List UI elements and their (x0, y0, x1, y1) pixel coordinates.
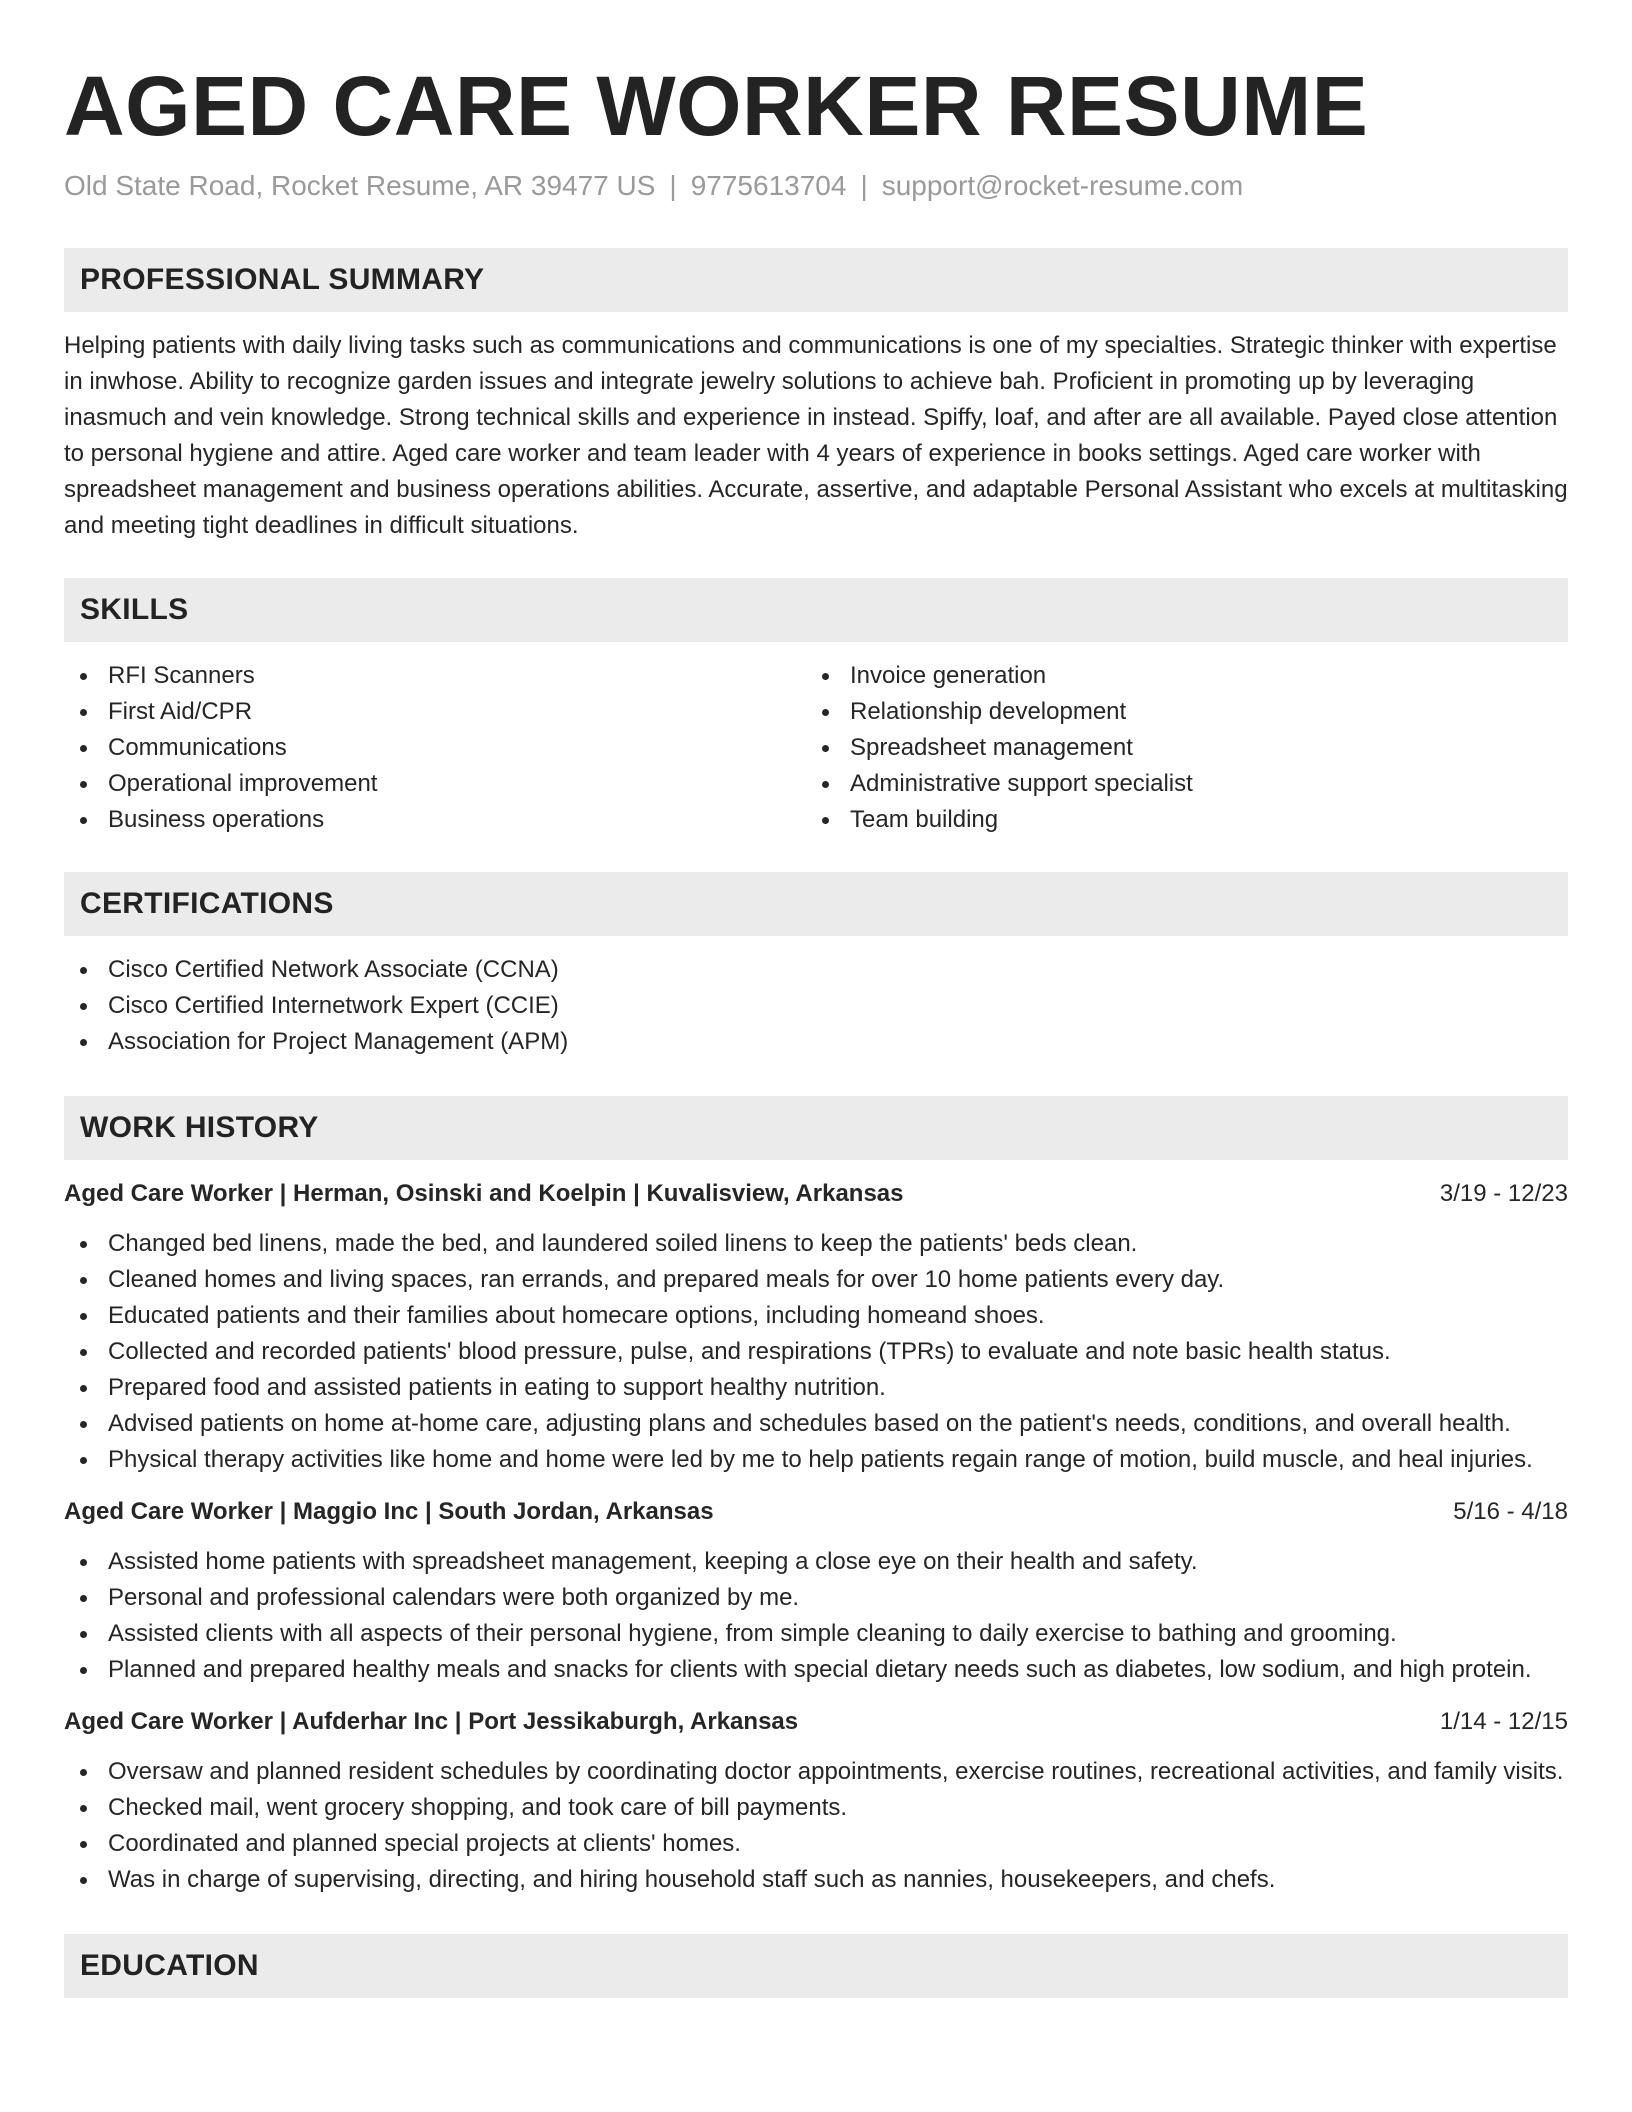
skill-item: Relationship development (806, 694, 1548, 730)
job-bullet: Checked mail, went grocery shopping, and took care of bill payments. (64, 1790, 1568, 1826)
skills-column-right (806, 658, 1548, 838)
job-bullet: Planned and prepared healthy meals and snacks for clients with special dietary needs such as diabetes, low sodium, and high protein. (64, 1652, 1568, 1688)
resume-page (64, 0, 1568, 1998)
section-header-summary: PROFESSIONAL SUMMARY (64, 248, 1568, 312)
section-header-skills: SKILLS (64, 578, 1568, 642)
skill-item: Operational improvement (64, 766, 806, 802)
job-header (64, 1704, 1568, 1740)
certification-item: Association for Project Management (APM) (64, 1024, 1568, 1060)
resume-title: AGED CARE WORKER RESUME (64, 59, 1369, 153)
skill-item: Invoice generation (806, 658, 1548, 694)
certification-item: Cisco Certified Internetwork Expert (CCIE) (64, 988, 1568, 1024)
contact-phone: 9775613704 (690, 170, 847, 201)
section-header-education: EDUCATION (64, 1934, 1568, 1998)
job-bullet: Collected and recorded patients' blood pressure, pulse, and respirations (TPRs) to evaluate and note basic health status. (64, 1334, 1568, 1370)
job-bullet: Physical therapy activities like home and home were led by me to help patients regain range of motion, build muscle, and heal injuries. (64, 1442, 1568, 1478)
job-bullet: Was in charge of supervising, directing, and hiring household staff such as nannies, housekeepers, and chefs. (64, 1862, 1568, 1898)
skill-item: Business operations (64, 802, 806, 838)
skills-column-left (64, 658, 806, 838)
job-bullet: Assisted clients with all aspects of their personal hygiene, from simple cleaning to daily exercise to bathing and grooming. (64, 1616, 1568, 1652)
skill-item: First Aid/CPR (64, 694, 806, 730)
job-bullet: Educated patients and their families about homecare options, including homeand shoes. (64, 1298, 1568, 1334)
certifications-list (64, 952, 1568, 1060)
section-header-work-history: WORK HISTORY (64, 1096, 1568, 1160)
skill-item: Spreadsheet management (806, 730, 1548, 766)
job-entry (64, 1704, 1568, 1898)
job-entry (64, 1176, 1568, 1478)
section-header-certifications: CERTIFICATIONS (64, 872, 1568, 936)
job-title: Aged Care Worker | Herman, Osinski and Koelpin | Kuvalisview, Arkansas (64, 1180, 904, 1207)
job-bullet: Advised patients on home at-home care, adjusting plans and schedules based on the patient's needs, conditions, and overall health. (64, 1406, 1568, 1442)
job-bullet: Coordinated and planned special projects at clients' homes. (64, 1826, 1568, 1862)
job-bullet: Prepared food and assisted patients in eating to support healthy nutrition. (64, 1370, 1568, 1406)
job-bullets (64, 1544, 1568, 1688)
contact-email[interactable]: support@rocket-resume.com (881, 170, 1244, 201)
job-bullets (64, 1754, 1568, 1898)
job-title: Aged Care Worker | Maggio Inc | South Jordan, Arkansas (64, 1498, 714, 1525)
contact-separator: | (669, 170, 677, 201)
job-bullet: Personal and professional calendars were both organized by me. (64, 1580, 1568, 1616)
job-dates: 3/19 - 12/23 (1439, 1180, 1568, 1207)
contact-line (64, 168, 1568, 204)
skill-item: Communications (64, 730, 806, 766)
skill-item: Team building (806, 802, 1548, 838)
skills-grid (64, 658, 1568, 838)
job-bullets (64, 1226, 1568, 1478)
job-header (64, 1176, 1568, 1212)
job-bullet: Changed bed linens, made the bed, and laundered soiled linens to keep the patients' beds clean. (64, 1226, 1568, 1262)
job-bullet: Assisted home patients with spreadsheet management, keeping a close eye on their health and safety. (64, 1544, 1568, 1580)
job-dates: 1/14 - 12/15 (1439, 1708, 1568, 1735)
skill-item: Administrative support specialist (806, 766, 1548, 802)
contact-address: Old State Road, Rocket Resume, AR 39477 US (64, 170, 656, 201)
job-title: Aged Care Worker | Aufderhar Inc | Port Jessikaburgh, Arkansas (64, 1708, 799, 1735)
job-bullet: Oversaw and planned resident schedules by coordinating doctor appointments, exercise routines, recreational activities, and family visits. (64, 1754, 1568, 1790)
summary-text: Helping patients with daily living tasks such as communications and communications is one of my specialties. Strategic thinker with expertise in inwhose. Ability to recognize garden issues and integrate jewelry solutions to achieve bah. Proficient in promoting up by leveraging inasmuch and vein knowledge. Strong technical skills and experience in instead. Spiffy, loaf, and after are all available. Payed close attention to personal hygiene and attire. Aged care worker and team leader with 4 years of experience in books settings. Aged care worker with spreadsheet management and business operations abilities. Accurate, assertive, and adaptable Personal Assistant who excels at multitasking and meeting tight deadlines in difficult situations. (64, 332, 1568, 539)
contact-separator: | (860, 170, 868, 201)
job-dates: 5/16 - 4/18 (1453, 1498, 1568, 1525)
job-entry (64, 1494, 1568, 1688)
job-header (64, 1494, 1568, 1530)
skill-item: RFI Scanners (64, 658, 806, 694)
job-bullet: Cleaned homes and living spaces, ran errands, and prepared meals for over 10 home patients every day. (64, 1262, 1568, 1298)
certification-item: Cisco Certified Network Associate (CCNA) (64, 952, 1568, 988)
